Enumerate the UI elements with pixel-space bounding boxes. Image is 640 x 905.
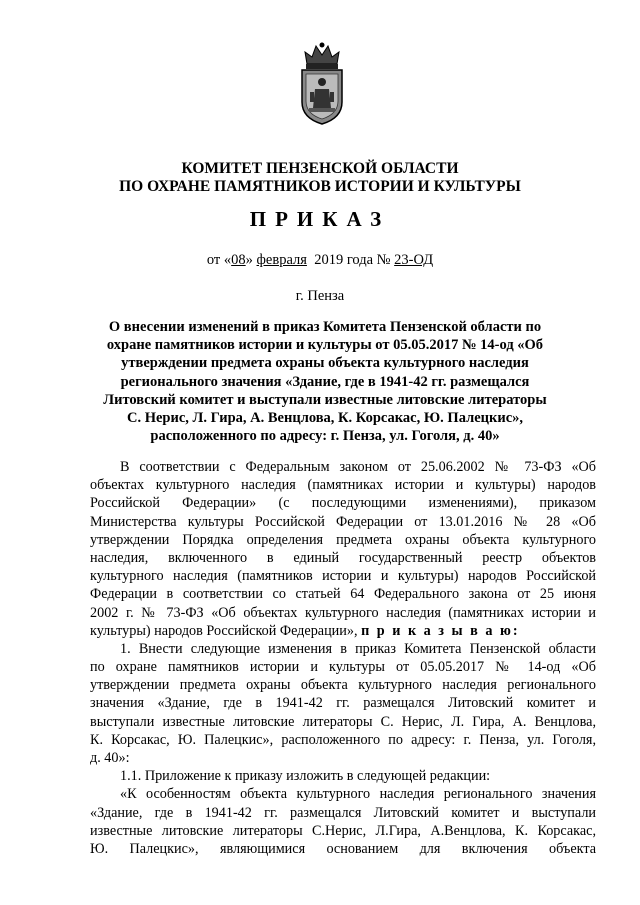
body-line: «К особенностям объекта культурного наследия регионального значения — [120, 786, 596, 803]
body-line: выступали известные литовские литераторы С. Нерис, Л. Гира, А. Венцлова, — [90, 713, 596, 730]
body-line: 2002 г. № 73-ФЗ «Об объектах культурного наследия (памятниках истории и — [90, 604, 596, 621]
body-line-with-order-verb — [90, 622, 596, 640]
body-line: наследия, включенного в единый государственный реестр объектов — [90, 549, 596, 566]
body-line: Федерации в соответствии со статьей 64 Федерального закона от 25 июня — [90, 586, 596, 603]
body-line: д. 40»: — [90, 750, 130, 766]
body-line: объектах культурного наследия (памятниках истории и культуры) народов — [90, 477, 596, 494]
body-line: К. Корсакас, Ю. Палецкис», расположенного по адресу: г. Пенза, ул. Гоголя, — [90, 731, 596, 748]
date-mid: » — [245, 252, 257, 268]
subject-line: расположенного по адресу: г. Пенза, ул. Гоголя, д. 40» — [150, 428, 500, 445]
body-line: 1.1. Приложение к приказу изложить в следующей редакции: — [120, 768, 491, 785]
date-day: 08 — [231, 252, 246, 268]
committee-line-1: КОМИТЕТ ПЕНЗЕНСКОЙ ОБЛАСТИ — [181, 160, 459, 177]
body-line: В соответствии с Федеральным законом от 25.06.2002 № 73-ФЗ «Об — [120, 459, 596, 475]
subject-line: утверждении предмета охраны объекта культурного наследия — [121, 355, 529, 372]
order-verb: п р и к а з ы в а ю: — [361, 622, 520, 639]
body-line-text: культуры) народов Российской Федерации», — [90, 622, 362, 639]
date-prefix: от « — [206, 252, 232, 268]
subject-line: С. Нерис, Л. Гира, А. Венцлова, К. Корсакас, Ю. Палецкис», — [126, 410, 524, 427]
subject-line: охране памятников истории и культуры от 05.05.2017 № 14-од «Об — [106, 337, 544, 354]
body-line: утверждении Порядка определения предмета охраны объекта культурного — [90, 531, 596, 548]
penza-coat-of-arms-icon — [295, 42, 349, 126]
committee-line-2: ПО ОХРАНЕ ПАМЯТНИКОВ ИСТОРИИ И КУЛЬТУРЫ — [119, 178, 521, 195]
committee-name — [0, 160, 640, 196]
body-line: значения «Здание, где в 1941-42 гг. размещался Литовский комитет и — [90, 695, 596, 712]
body-line: известные литовские литераторы С.Нерис, Л.Гира, А.Венцлова, К. Корсакас, — [90, 822, 596, 839]
subject-line: Литовский комитет и выступали известные литовские литераторы — [103, 391, 547, 408]
order-body — [90, 458, 596, 858]
date-year: 2019 года № — [306, 252, 395, 268]
subject-line: О внесении изменений в приказ Комитета Пензенской области по — [108, 319, 542, 335]
body-line: культурного наследия (памятников истории и культуры) народов Российской — [90, 568, 596, 585]
date-month: февраля — [256, 252, 307, 268]
body-line: Министерства культуры Российской Федерации от 13.01.2016 № 28 «Об — [90, 513, 596, 530]
order-subject — [90, 318, 560, 445]
body-line: Российской Федерации» (с последующими изменениями), приказом — [90, 495, 596, 512]
order-date — [0, 252, 640, 269]
subject-line: регионального значения «Здание, где в 1941-42 гг. размещался — [120, 373, 530, 390]
body-line: «Здание, где в 1941-42 гг. размещался Литовский комитет и выступали — [90, 804, 596, 821]
body-line: Ю. Палецкис», являющимися основанием для включения объекта — [90, 840, 596, 857]
order-number: 23-ОД — [394, 252, 434, 268]
body-line: по охране памятников истории и культуры от 05.05.2017 № 14-од «Об — [90, 659, 596, 676]
body-line: утверждении предмета охраны объекта культурного наследия регионального — [90, 677, 596, 694]
order-title: ПРИКАЗ — [249, 207, 391, 231]
city: г. Пенза — [295, 288, 345, 304]
body-line: 1. Внести следующие изменения в приказ Комитета Пензенской области — [120, 640, 596, 657]
